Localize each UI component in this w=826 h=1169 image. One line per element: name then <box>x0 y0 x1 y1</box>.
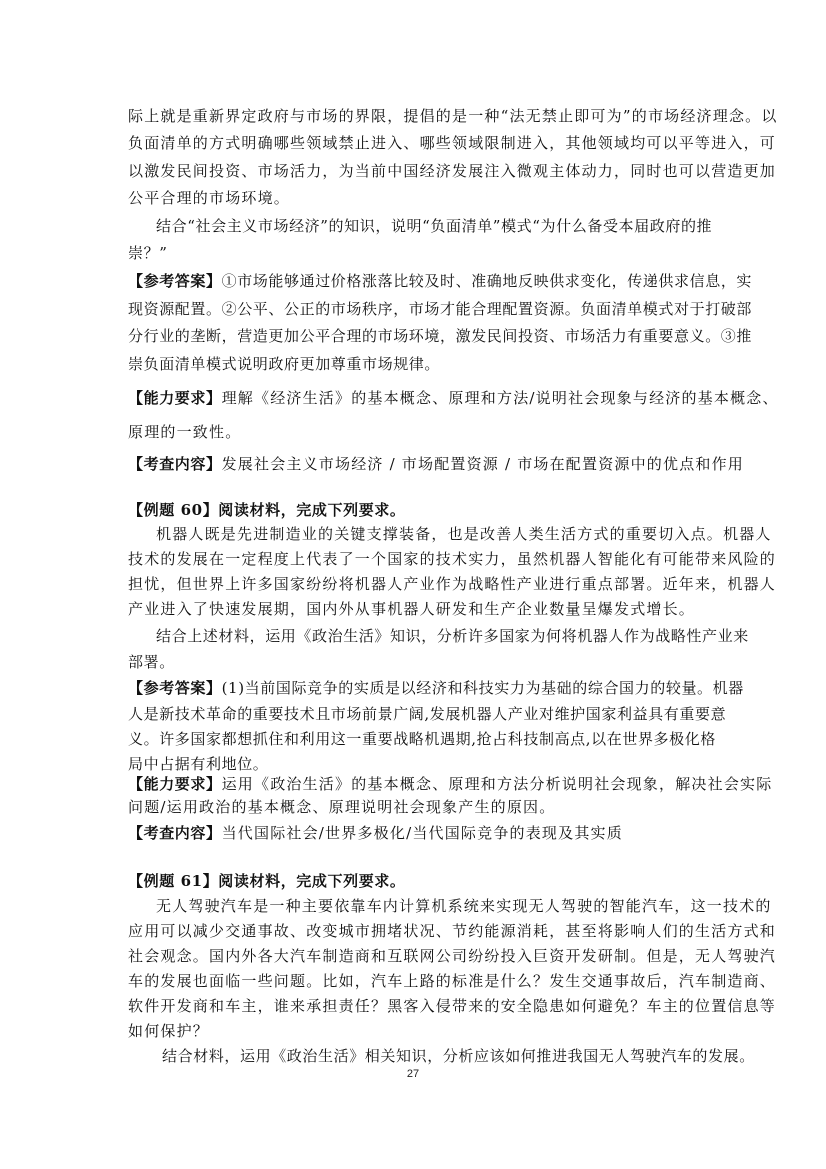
content-tag: 【考查内容】 <box>128 824 222 842</box>
question-line: 结合上述材料，运用《政治生活》知识，分析许多国家为何将机器人作为战略性产业来 <box>156 627 749 645</box>
material-line: 机器人既是先进制造业的关键支撑装备，也是改善人类生活方式的重要切入点。机器人 <box>156 525 772 543</box>
answer-line <box>128 271 753 291</box>
paragraph-line: 际上就是重新界定政府与市场的界限，提倡的是一种“法无禁止即可为”的市场经济理念。以 <box>128 107 778 125</box>
answer-line: 义。许多国家都想抓住和利用这一重要战略机遇期,抢占科技制高点,以在世界多极化格 <box>128 730 716 748</box>
answer-line: 局中占据有利地位。 <box>128 755 269 773</box>
answer-text: ①市场能够通过价格涨落比较及时、准确地反映供求变化，传递供求信息，实 <box>221 272 753 290</box>
answer-line <box>128 678 744 698</box>
material-line: 技术的发展在一定程度上代表了一个国家的技术实力，虽然机器人智能化有可能带来风险的 <box>128 550 777 568</box>
ability-tag: 【能力要求】 <box>128 389 222 407</box>
material-line: 软件开发商和车主，谁来承担责任？黑客入侵带来的安全隐患如何避免？车主的位置信息等 <box>128 997 777 1015</box>
question-line: 崇？” <box>128 244 168 262</box>
ability-line <box>128 774 773 794</box>
example-title: 【例题 60】阅读材料，完成下列要求。 <box>128 501 406 519</box>
content-tag: 【考查内容】 <box>128 455 222 473</box>
ability-text: 理解《经济生活》的基本概念、原理和方法/说明社会现象与经济的基本概念、 <box>221 389 779 407</box>
material-line: 如何保护？ <box>128 1022 210 1040</box>
ability-line: 原理的一致性。 <box>128 423 242 441</box>
material-line: 应用可以减少交通事故、改变城市拥堵状况、节约能源消耗，甚至将影响人们的生活方式和 <box>128 922 777 940</box>
question-line: 结合“社会主义市场经济”的知识，说明“负面清单”模式“为什么备受本届政府的推 <box>156 217 713 235</box>
material-line: 无人驾驶汽车是一种主要依靠车内计算机系统来实现无人驾驶的智能汽车，这一技术的 <box>156 897 772 915</box>
answer-line: 崇负面清单模式说明政府更加尊重市场规律。 <box>128 355 441 373</box>
paragraph-line: 公平合理的市场环境。 <box>128 189 291 207</box>
material-line: 车的发展也面临一些问题。比如，汽车上路的标准是什么？发生交通事故后，汽车制造商、 <box>128 972 777 990</box>
question-line: 部署。 <box>128 653 175 671</box>
ability-line: 问题/运用政治的基本概念、原理说明社会现象产生的原因。 <box>128 798 556 816</box>
material-line: 产业进入了快速发展期，国内外从事机器人研发和生产企业数量呈爆发式增长。 <box>128 600 696 618</box>
material-line: 担忧，但世界上许多国家纷纷将机器人产业作为战略性产业进行重点部署。近年来，机器人 <box>128 575 777 593</box>
answer-tag: 【参考答案】 <box>128 679 222 697</box>
ability-tag: 【能力要求】 <box>128 775 222 793</box>
page-number: 27 <box>406 1068 420 1080</box>
paragraph-line: 负面清单的方式明确哪些领域禁止进入、哪些领域限制进入，其他领域均可以平等进入，可 <box>128 134 777 152</box>
ability-text: 运用《政治生活》的基本概念、原理和方法分析说明社会现象，解决社会实际 <box>221 775 773 793</box>
example-title: 【例题 61】阅读材料，完成下列要求。 <box>128 872 406 890</box>
answer-line: 人是新技术革命的重要技术且市场前景广阔,发展机器人产业对维护国家利益具有重要意 <box>128 705 727 723</box>
content-line <box>128 823 708 843</box>
answer-tag: 【参考答案】 <box>128 272 222 290</box>
answer-line: 分行业的垄断，营造更加公平合理的市场环境，激发民间投资、市场活力有重要意义。③推 <box>128 327 753 345</box>
content-line <box>128 454 744 474</box>
content-text: 发展社会主义市场经济 / 市场配置资源 / 市场在配置资源中的优点和作用 <box>221 455 744 473</box>
ability-line <box>128 388 779 408</box>
answer-text: (1)当前国际竞争的实质是以经济和科技实力为基础的综合国力的较量。机器 <box>221 679 744 697</box>
material-line: 社会观念。国内外各大汽车制造商和互联网公司纷纷投入巨资开发研制。但是，无人驾驶汽 <box>128 947 777 965</box>
paragraph-line: 以激发民间投资、市场活力，为当前中国经济发展注入微观主体动力，同时也可以营造更加 <box>128 162 777 180</box>
content-text: 当代国际社会/世界多极化/当代国际竞争的表现及其实质 <box>221 824 623 842</box>
question-line: 结合材料，运用《政治生活》相关知识，分析应该如何推进我国无人驾驶汽车的发展。 <box>162 1047 755 1065</box>
answer-line: 现资源配置。②公平、公正的市场秩序，市场才能合理配置资源。负面清单模式对于打破部 <box>128 300 753 318</box>
